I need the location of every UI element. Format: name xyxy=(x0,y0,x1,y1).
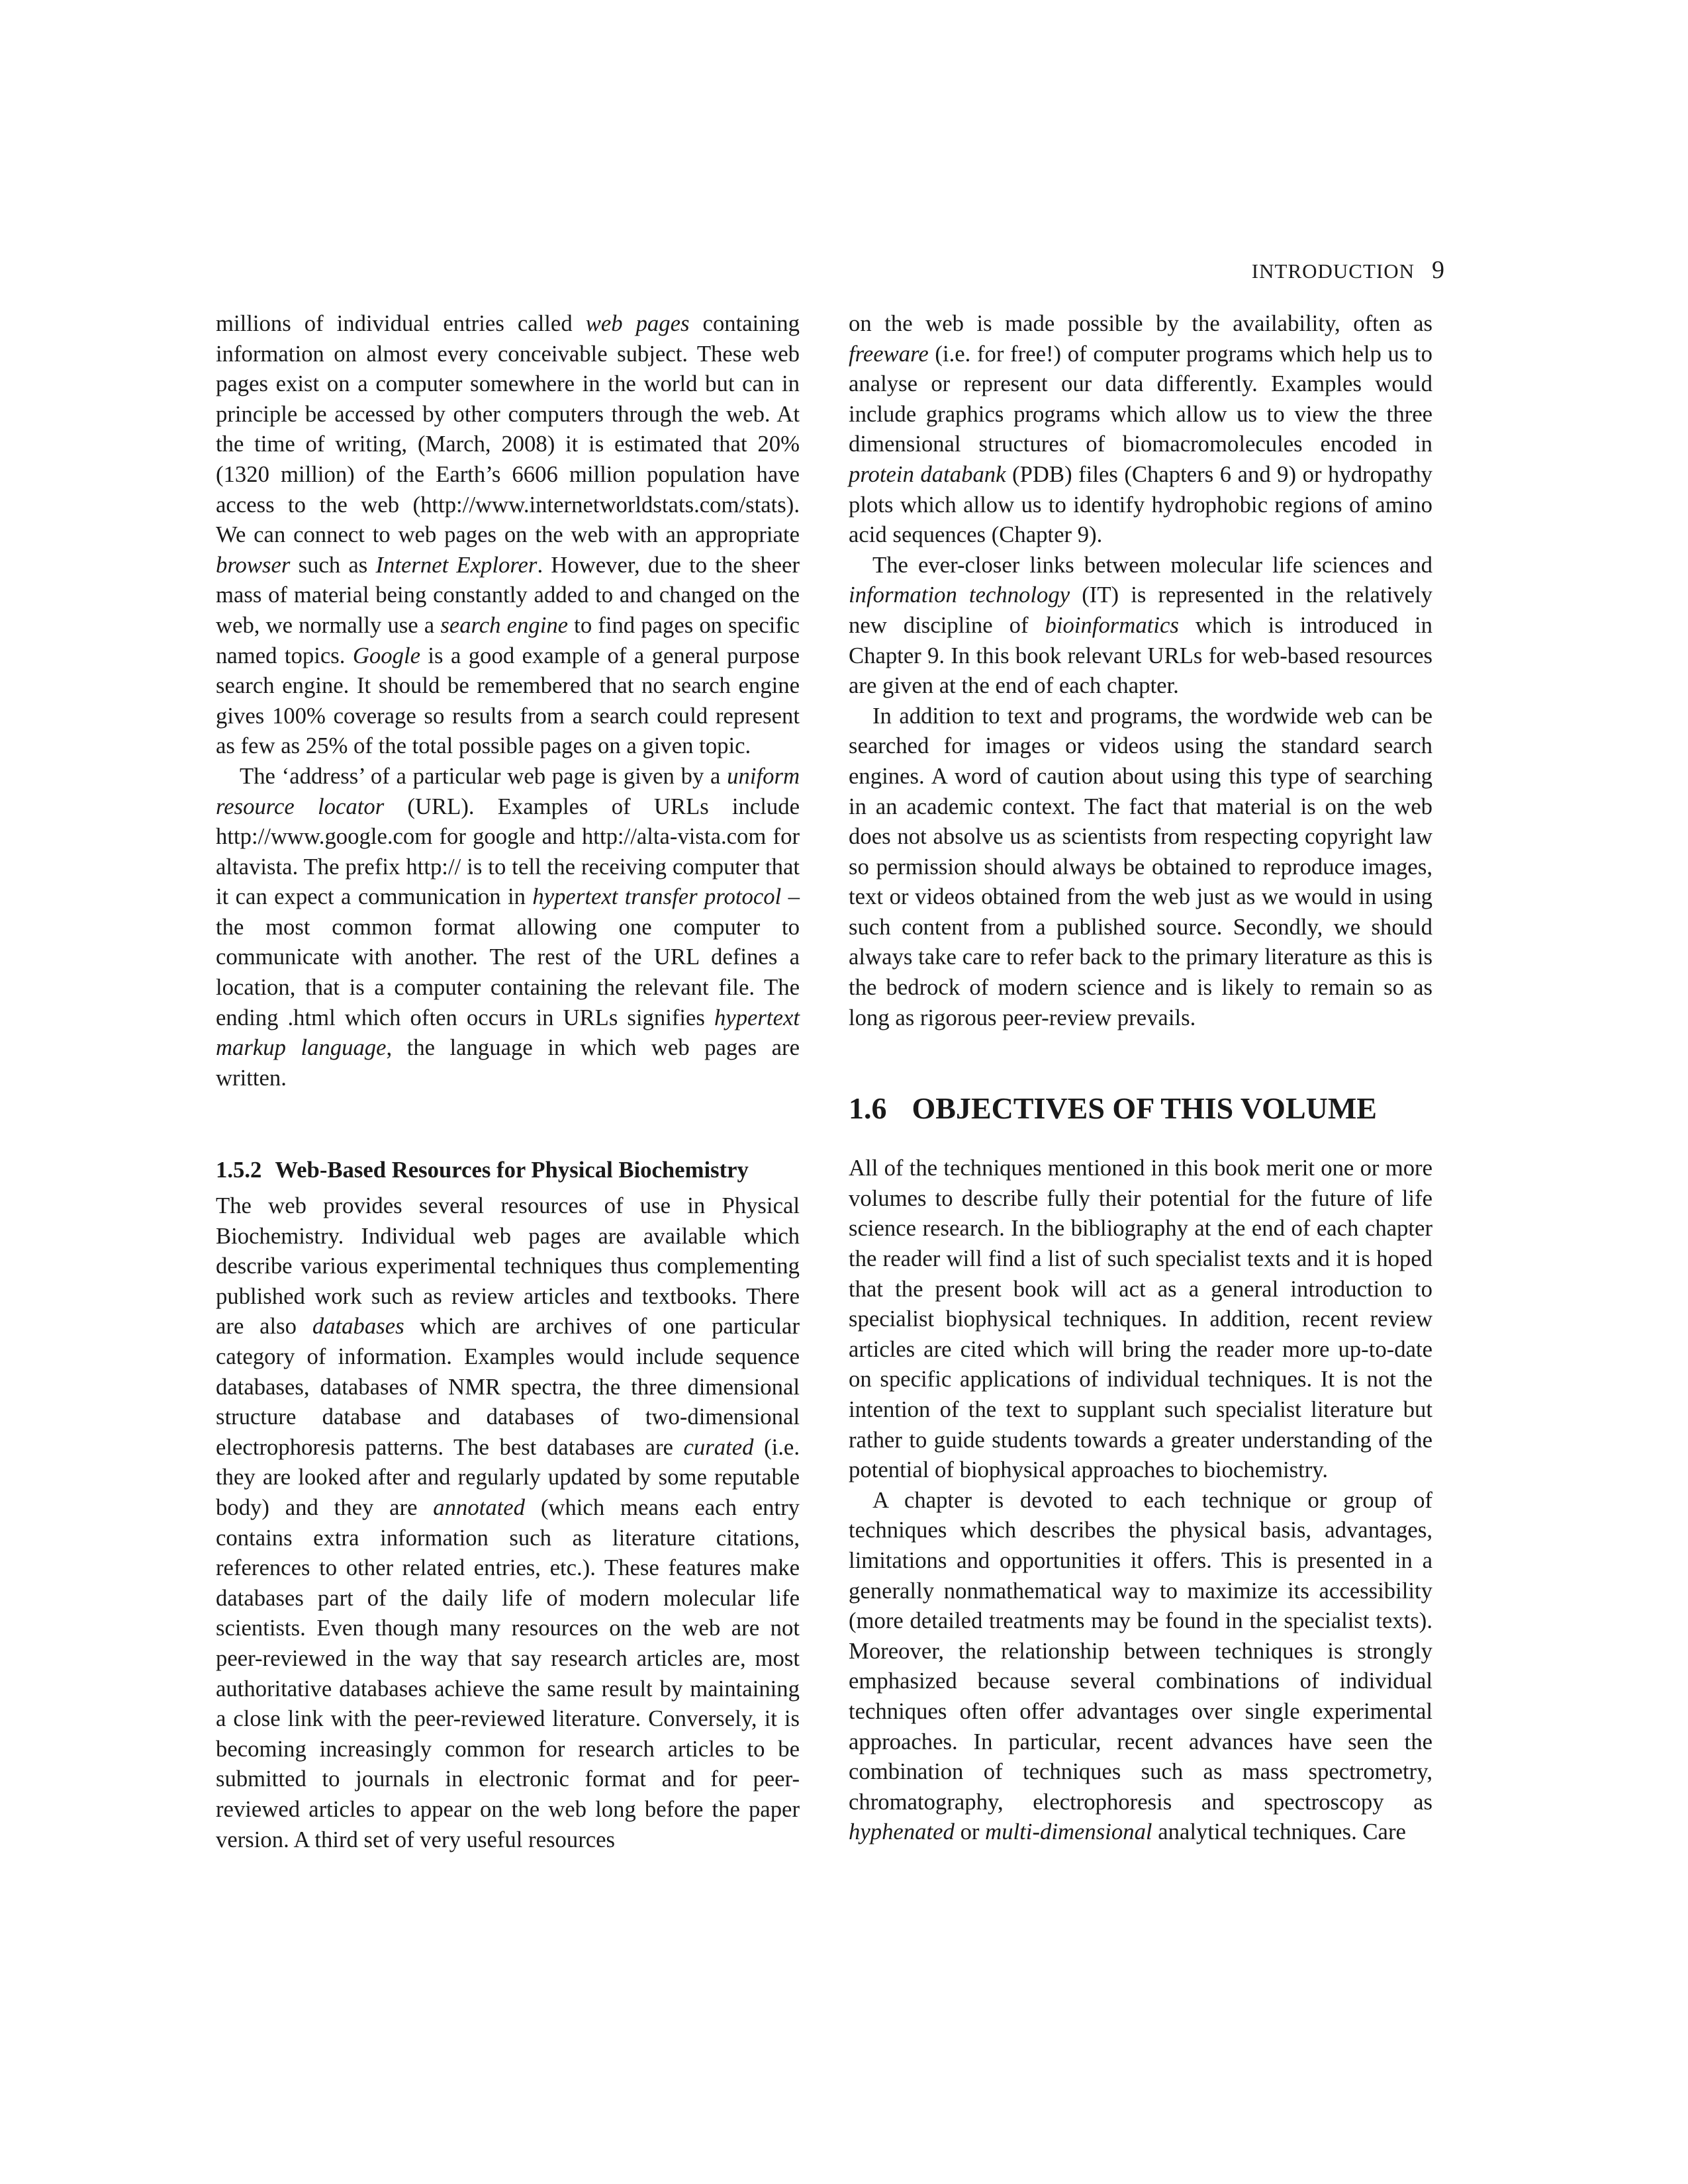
italic-term: uniform resource locator xyxy=(216,762,800,819)
subsection-number: 1.5.2 xyxy=(216,1157,262,1183)
section-number: 1.6 xyxy=(849,1091,887,1126)
italic-term: bioinformatics xyxy=(1045,612,1179,638)
text-run: (URL). Examples of URLs include http://www.google.com for google and http://alta-vista.com for altavista. The prefix http:// is to tell the receiving computer that it can expect a communication in xyxy=(216,793,800,910)
text-run: containing information on almost every conceivable subject. These web pages exist on a computer somewhere in the world but can in principle be accessed by other computers through the web. At the time of writing, (March, 2008) it is estimated that 20% (1320 million) of the Earth’s 6606 million population have access to the web (http://www.internetworldstats.com/stats). We can connect to web pages on the web with an appropriate xyxy=(216,310,800,548)
italic-term: Internet Explorer xyxy=(375,551,538,578)
text-run: (IT) is represented in the relatively new discipline of xyxy=(849,582,1433,638)
italic-term: web pages xyxy=(585,310,690,336)
paragraph xyxy=(216,308,800,761)
text-run: The web provides several resources of use in Physical Biochemistry. Individual web pages are available which describe various experimental techniques thus complementing published work such as review articles and textbooks. There are also xyxy=(216,1193,800,1340)
text-run: (which means each entry contains extra information such as literature citations, references to other related entries, etc.). These features make databases part of the daily life of modern molecular life scientists. Even though many resources on the web are not peer-reviewed in the way that say research articles are, most authoritative databases achieve the same result by maintaining a close link with the peer-reviewed literature. Conversely, it is becoming increasingly common for research articles to be submitted to journals in electronic format and for peer-reviewed articles to appear on the web long before the paper version. A third set of very useful resources xyxy=(216,1494,800,1852)
text-run: All of the techniques mentioned in this book merit one or more volumes to describe fully their potential for the future of life science research. In the bibliography at the end of each chapter the reader will find a list of such specialist texts and it is hoped that the present book will act as a general introduction to specialist biophysical techniques. In addition, recent review articles are cited which will bring the reader more up-to-date on specific applications of individual techniques. It is not the intention of the text to supplant such specialist literature but rather to guide students towards a greater understanding of the potential of biophysical approaches to biochemistry. xyxy=(849,1155,1432,1483)
text-run: (i.e. for free!) of computer programs which help us to analyse or represent our data differently. Examples would include graphics programs which allow us to view the three dimensional structures of biomacromolecules encoded in xyxy=(849,340,1432,457)
subsection-title: Web-Based Resources for Physical Biochemistry xyxy=(275,1157,749,1183)
text-run: The ‘address’ of a particular web page is given by a xyxy=(240,762,727,789)
italic-term: freeware xyxy=(849,340,929,367)
italic-term: hypertext transfer protocol xyxy=(532,884,782,910)
text-run: (PDB) files (Chapters 6 and 9) or hydropathy plots which allow us to identify hydrophobic regions of amino acid sequences (Chapter 9). xyxy=(849,461,1432,548)
text-run: – the most common format allowing one computer to communicate with another. The rest of the URL defines a location, that is a computer containing the relevant file. The ending .html which often occurs in URLs signifies xyxy=(216,884,800,1030)
text-run: The ever-closer links between molecular life sciences and xyxy=(872,551,1432,578)
text-run: (i.e. they are looked after and regularly updated by some reputable body) and they are xyxy=(216,1433,800,1520)
subsection-heading xyxy=(216,1155,800,1185)
text-run: which is introduced in Chapter 9. In this book relevant URLs for web-based resources are given at the end of each chapter. xyxy=(849,612,1432,699)
italic-term: annotated xyxy=(433,1494,526,1520)
paragraph xyxy=(216,761,800,1093)
left-column xyxy=(216,308,800,1854)
italic-term: protein databank xyxy=(849,461,1006,487)
paragraph xyxy=(216,1191,800,1854)
italic-term: databases xyxy=(312,1313,404,1340)
text-run: is a good example of a general purpose search engine. It should be remembered that no search engine gives 100% coverage so results from a search could represent as few as 25% of the total possible pages on a given topic. xyxy=(216,642,800,759)
text-run: to find pages on specific named topics. xyxy=(216,612,800,668)
text-run: or xyxy=(954,1819,986,1845)
running-title: INTRODUCTION xyxy=(1251,259,1415,283)
page-number: 9 xyxy=(1432,256,1444,284)
text-run: , the language in which web pages are written. xyxy=(216,1034,800,1091)
text-run: . However, due to the sheer mass of material being constantly added to and changed on the web, we normally use a xyxy=(216,551,800,638)
italic-term: information technology xyxy=(849,582,1070,608)
paragraph xyxy=(849,1153,1432,1485)
text-run: which are archives of one particular category of information. Examples would include sequence databases, databases of NMR spectra, the three dimensional structure database and databases of two-dimensional electrophoresis patterns. The best databases are xyxy=(216,1313,800,1460)
paragraph xyxy=(849,308,1432,550)
running-head xyxy=(1125,255,1444,285)
paragraph xyxy=(849,701,1432,1033)
italic-term: hypertext markup language xyxy=(216,1004,800,1061)
text-run: millions of individual entries called xyxy=(216,310,586,336)
section-heading xyxy=(849,1091,1432,1126)
text-run: such as xyxy=(290,551,376,578)
right-column xyxy=(849,308,1432,1847)
italic-term: curated xyxy=(683,1433,754,1460)
text-run: In addition to text and programs, the wordwide web can be searched for images or videos using the standard search engines. A word of caution about using this type of searching in an academic context. The fact that material is on the web does not absolve us as scientists from respecting copyright law so permission should always be obtained to reproduce images, text or videos obtained from the web just as we would in using such content from a published source. Secondly, we should always take care to refer back to the primary literature as this is the bedrock of modern science and is likely to remain so as long as rigorous peer-review prevails. xyxy=(849,702,1432,1030)
italic-term: browser xyxy=(216,551,291,578)
italic-term: Google xyxy=(352,642,420,668)
italic-term: search engine xyxy=(440,612,569,638)
text-run: A chapter is devoted to each technique or group of techniques which describes the physical basis, advantages, limitations and opportunities it offers. This is presented in a generally nonmathematical way to maximize its accessibility (more detailed treatments may be found in the specialist texts). Moreover, the relationship between techniques is strongly emphasized because several combinations of individual techniques often offer advantages over single experimental approaches. In particular, recent advances have seen the combination of techniques such as mass spectrometry, chromatography, electrophoresis and spectroscopy as xyxy=(849,1486,1432,1815)
paragraph xyxy=(849,1485,1432,1847)
italic-term: multi-dimensional xyxy=(985,1819,1152,1845)
section-title: OBJECTIVES OF THIS VOLUME xyxy=(912,1091,1377,1126)
text-run: on the web is made possible by the availability, often as xyxy=(849,310,1432,336)
paragraph xyxy=(849,550,1432,701)
text-run: analytical techniques. Care xyxy=(1152,1819,1406,1845)
italic-term: hyphenated xyxy=(849,1819,955,1845)
